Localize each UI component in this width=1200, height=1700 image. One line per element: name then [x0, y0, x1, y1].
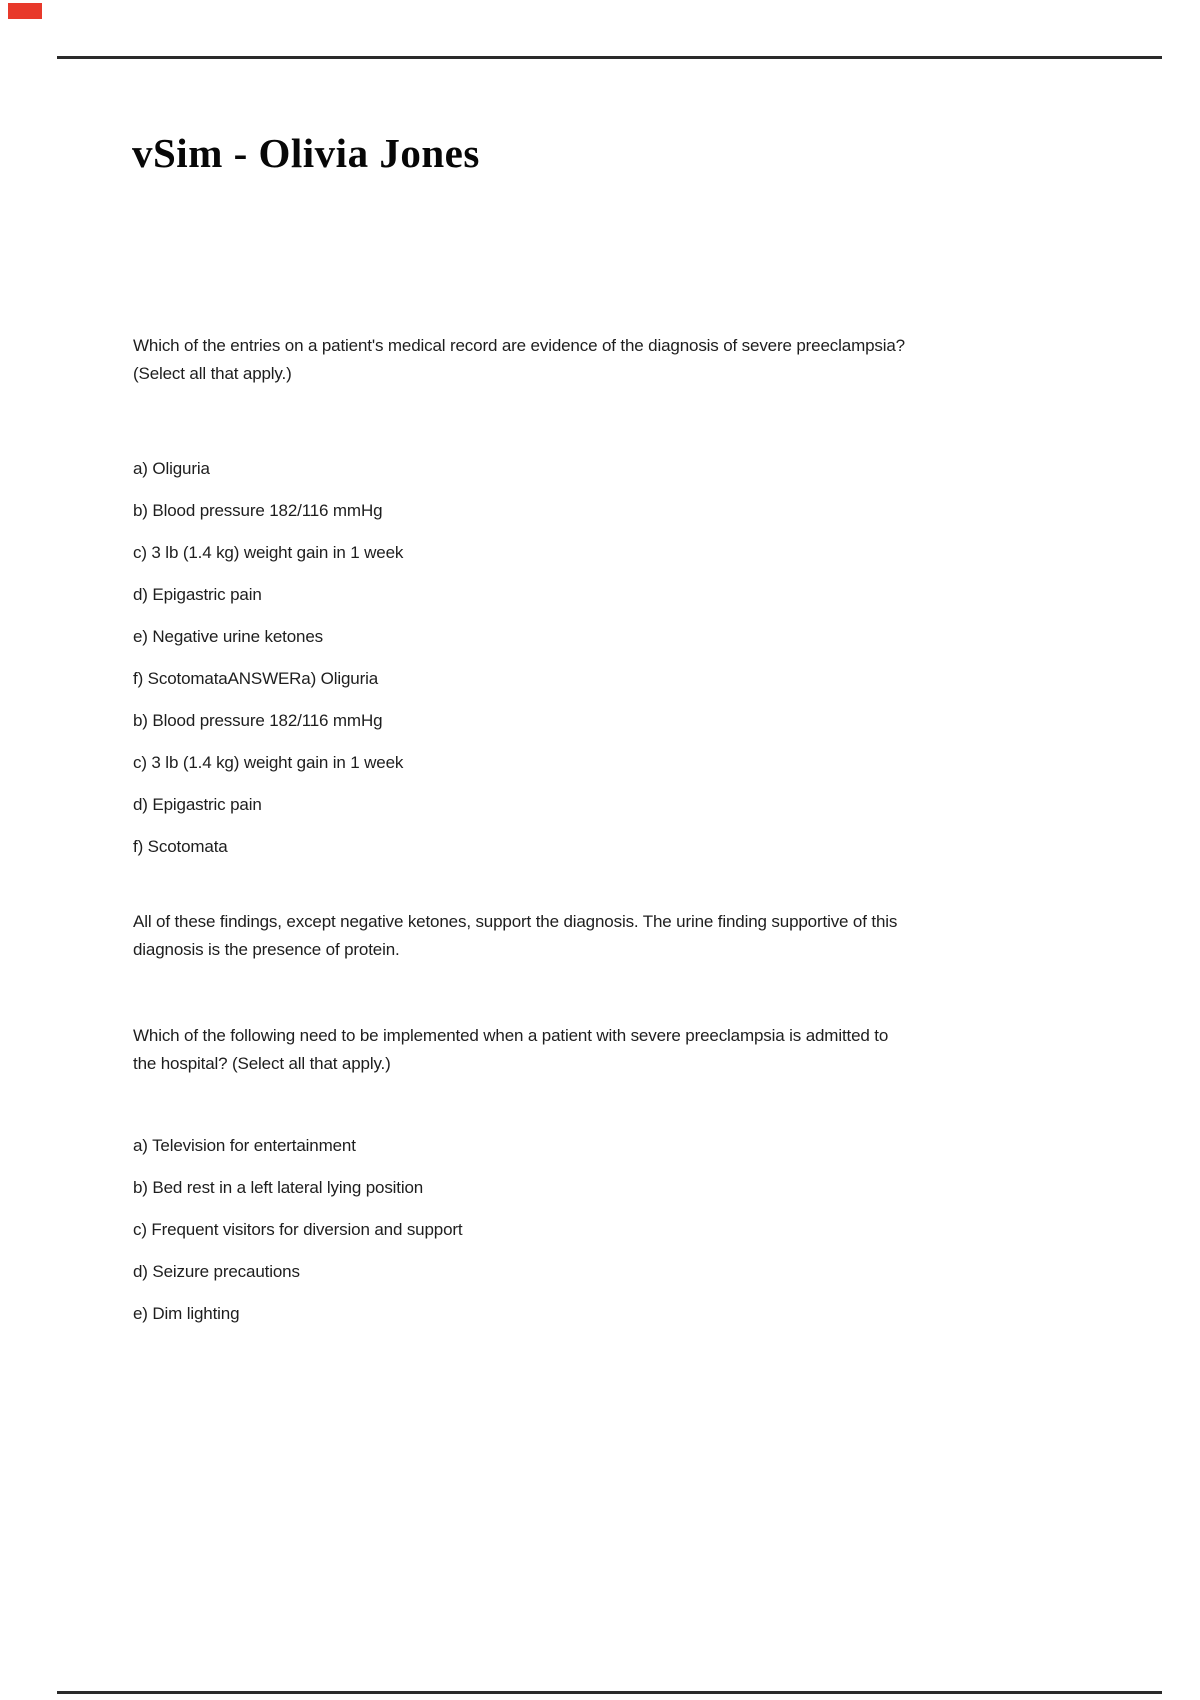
- option-item: d) Epigastric pain: [133, 585, 262, 604]
- page-title: vSim - Olivia Jones: [132, 130, 480, 176]
- question-2: [133, 1022, 888, 1078]
- option-item: b) Blood pressure 182/116 mmHg: [133, 711, 383, 730]
- red-corner-mark: [8, 3, 42, 19]
- question-1-line: (Select all that apply.): [133, 364, 292, 383]
- option-item: b) Bed rest in a left lateral lying position: [133, 1178, 424, 1197]
- question-1: [133, 332, 905, 388]
- option-item: e) Dim lighting: [133, 1304, 240, 1323]
- option-item: e) Negative urine ketones: [133, 627, 323, 646]
- question-2-line: the hospital? (Select all that apply.): [133, 1054, 391, 1073]
- option-item: d) Epigastric pain: [133, 795, 262, 814]
- question-2-options: [133, 1125, 462, 1335]
- explanation-line: All of these findings, except negative ketones, support the diagnosis. The urine finding supportive of this: [133, 912, 898, 931]
- option-item: a) Television for entertainment: [133, 1136, 356, 1155]
- top-divider: [57, 56, 1162, 59]
- option-item: c) 3 lb (1.4 kg) weight gain in 1 week: [133, 753, 404, 772]
- option-item-answer-run-on: f) ScotomataANSWERa) Oliguria: [133, 669, 379, 688]
- question-1-options: [133, 448, 403, 868]
- question-2-line: Which of the following need to be implemented when a patient with severe preeclampsia is admitted to: [133, 1026, 889, 1045]
- question-1-line: Which of the entries on a patient's medical record are evidence of the diagnosis of severe preeclampsia?: [133, 336, 905, 355]
- option-item: c) 3 lb (1.4 kg) weight gain in 1 week: [133, 543, 404, 562]
- option-item: f) Scotomata: [133, 837, 228, 856]
- explanation-line: diagnosis is the presence of protein.: [133, 940, 400, 959]
- option-item: b) Blood pressure 182/116 mmHg: [133, 501, 383, 520]
- option-item: a) Oliguria: [133, 459, 210, 478]
- bottom-divider: [57, 1691, 1162, 1694]
- option-item: c) Frequent visitors for diversion and support: [133, 1220, 463, 1239]
- option-item: d) Seizure precautions: [133, 1262, 300, 1281]
- answer-explanation: [133, 908, 897, 964]
